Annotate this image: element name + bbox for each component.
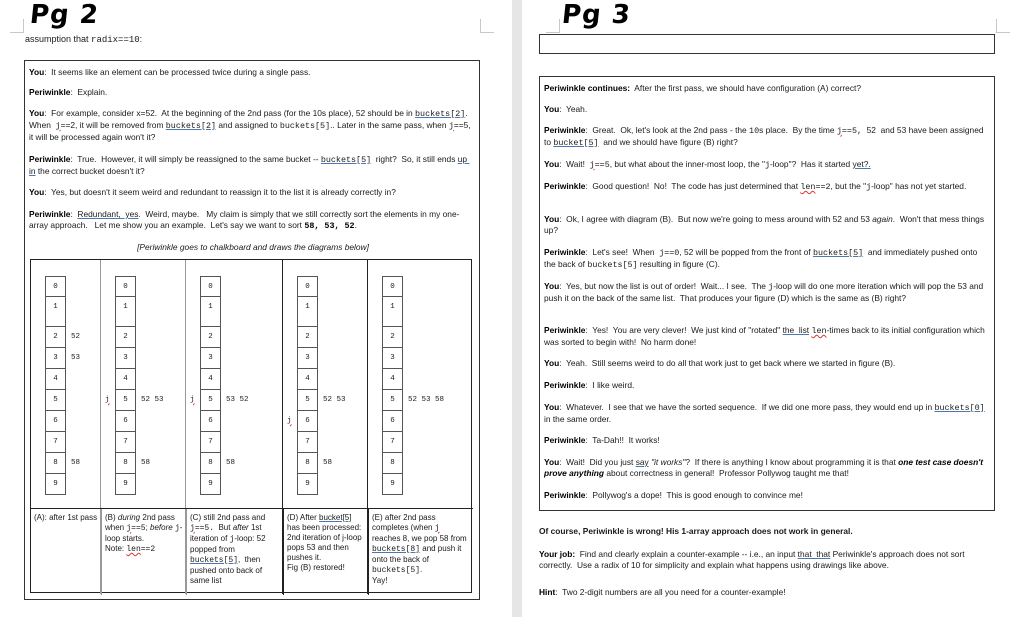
bucket-cell: 1 — [382, 297, 403, 327]
caption-d: (D) After bucket[5] has been processed: 2nd iteration of j-loop pops 53 and then pushes it. Fig (B) restored! — [283, 509, 368, 595]
bucket-array — [287, 276, 346, 495]
dialog-line: Periwinkle: Pollywog's a dope! This is good enough to convince me! — [544, 490, 803, 500]
bucket-cell: 1 — [200, 297, 221, 327]
bucket-cell: 6 — [45, 411, 66, 432]
bucket-cell: 5 52 53 — [297, 390, 318, 411]
dialog-line: Periwinkle: I like weird. — [544, 380, 635, 390]
bucket-cell: 9 — [382, 474, 403, 495]
lead-text: assumption that radix==10: — [25, 34, 143, 45]
bucket-diagrams-table — [30, 259, 472, 593]
bucket-cell: 7 — [45, 432, 66, 453]
dialog-line: You: Yes, but now the list is out of order! Wait... I see. The j-loop will do one more iteration which will pop the 53 and push it on the back of the same list. That produces your figure (D) which is the same as (B) right? — [544, 281, 984, 303]
bucket-cell: 7 — [297, 432, 318, 453]
bucket-cell: 8 58 — [45, 453, 66, 474]
dialog-line: You: Wait! j==5, but what about the inner-most loop, the "j-loop"? Has it started yet?. — [544, 159, 871, 170]
bucket-cell: 2 — [297, 327, 318, 348]
bucket-cell: 4 — [200, 369, 221, 390]
bucket-cell: 3 — [382, 348, 403, 369]
bucket-cell: 2 52 — [45, 327, 66, 348]
handwritten-page-label: Pg 3 — [560, 0, 633, 30]
dialog-line: Periwinkle: Good question! No! The code has just determined that len==2, but the "j-loop" has not yet started. — [544, 181, 967, 192]
bucket-cell: 1 — [115, 297, 136, 327]
bucket-cell: 8 — [382, 453, 403, 474]
bucket-cell: 8 58 — [297, 453, 318, 474]
bucket-cell: 7 — [382, 432, 403, 453]
stage-direction: [Periwinkle goes to chalkboard and draws the diagrams below] — [137, 242, 369, 252]
bucket-cell: 6 — [115, 411, 136, 432]
dialog-line: You: It seems like an element can be processed twice during a single pass. — [29, 67, 311, 77]
bucket-cell: 3 53 — [45, 348, 66, 369]
page-corner-mark — [10, 19, 24, 33]
bucket-cell: j 5 52 53 — [115, 390, 136, 411]
dialog-line: You: Whatever. I see that we have the sorted sequence. If we did one more pass, they would end up in buckets[0] in the same order. — [544, 402, 985, 424]
j-pointer-marker: j — [287, 417, 292, 425]
bucket-cell: 1 — [297, 297, 318, 327]
caption-a: (A): after 1st pass — [34, 513, 98, 522]
bucket-cell: 6 — [200, 411, 221, 432]
bucket-cell: 0 — [297, 276, 318, 297]
bucket-cell: 2 — [115, 327, 136, 348]
bucket-cell: j 5 53 52 — [200, 390, 221, 411]
dialog-line: You: Ok, I agree with diagram (B). But now we're going to mess around with 52 and 53 again. Won't that mess things up? — [544, 214, 985, 235]
bucket-cell: 3 — [115, 348, 136, 369]
bucket-array — [190, 276, 249, 495]
bucket-cell: 0 — [200, 276, 221, 297]
dialog-line: You: Yes, but doesn't it seem weird and redundant to reassign it to the list it is already correctly in? — [29, 187, 396, 197]
dialog-line: You: Yeah. Still seems weird to do all that work just to get back where we started in figure (B). — [544, 358, 896, 368]
bucket-cell: 4 — [297, 369, 318, 390]
j-pointer-marker: j — [105, 396, 110, 404]
dialog-line: Periwinkle: Redundant, yes. Weird, maybe. My claim is simply that we still correctly sort the elements in my one-array approach. Let me show you an example. Let's say we want to sort 58, 53, 52. — [29, 209, 460, 231]
dialog-line: Periwinkle: True. However, it will simply be reassigned to the same bucket -- buckets[5] right? So, it still ends up in the correct bucket doesn't it? — [29, 154, 470, 176]
page-corner-mark — [996, 19, 1010, 33]
bucket-cell: 7 — [200, 432, 221, 453]
bucket-cell: 4 — [45, 369, 66, 390]
bucket-cell: 0 — [382, 276, 403, 297]
bucket-cell: 6 — [382, 411, 403, 432]
caption-e: (E) after 2nd pass completes (when j reaches 8, we pop 58 from buckets[8] and push it onto the back of buckets[5]. Yay! — [368, 509, 473, 595]
bucket-cell: 5 52 53 58 — [382, 390, 403, 411]
page-gutter — [512, 0, 522, 617]
diagram-captions-row — [31, 508, 473, 594]
bucket-cell: 9 — [200, 474, 221, 495]
empty-bordered-box — [539, 34, 995, 54]
dialog-line: Periwinkle: Yes! You are very clever! We just kind of "rotated" the list len-times back to its initial configuration which was sorted to begin with! No harm done! — [544, 325, 985, 347]
caption-b: (B) during 2nd pass when j==5; before j-loop starts. Note: len==2 — [101, 509, 186, 595]
bucket-cell: 4 — [382, 369, 403, 390]
dialog-line: Periwinkle continues: After the first pass, we should have configuration (A) correct? — [544, 83, 861, 93]
bucket-cell: 7 — [115, 432, 136, 453]
dialog-line: Periwinkle: Ta-Dah!! It works! — [544, 435, 660, 445]
document-page-3 — [522, 0, 1024, 617]
dialog-line: You: Yeah. — [544, 104, 588, 114]
bucket-cell: j 6 — [297, 411, 318, 432]
bucket-cell: 3 — [297, 348, 318, 369]
handwritten-page-label: Pg 2 — [28, 0, 101, 30]
task-paragraph: Your job: Find and clearly explain a counter-example -- i.e., an input that that Periwinkle's approach does not sort correctly. Use a radix of 10 for simplicity and explain what happens using drawings like above. — [539, 549, 965, 570]
bucket-cell: 2 — [382, 327, 403, 348]
bucket-cell: 8 58 — [200, 453, 221, 474]
bucket-cell: 4 — [115, 369, 136, 390]
bucket-cell: 9 — [45, 474, 66, 495]
bucket-cell: 0 — [45, 276, 66, 297]
bucket-cell: 3 — [200, 348, 221, 369]
conclusion-text: Of course, Periwinkle is wrong! His 1-array approach does not work in general. — [539, 526, 853, 536]
dialog-box — [24, 60, 480, 600]
bucket-cell: 0 — [115, 276, 136, 297]
bucket-array — [45, 276, 81, 495]
page-corner-mark — [480, 19, 494, 33]
dialog-line: Periwinkle: Explain. — [29, 87, 108, 97]
bucket-cell: 9 — [115, 474, 136, 495]
bucket-cell: 9 — [297, 474, 318, 495]
dialog-line: You: For example, consider x=52. At the beginning of the 2nd pass (for the 10s place), 52 should be in buckets[2]. When j==2, it will be removed from buckets[2] and assigned to buckets[5].. Later in the same pass, when j==5, it will be processed again won't it? — [29, 108, 471, 142]
bucket-array — [382, 276, 445, 495]
bucket-array — [105, 276, 164, 495]
bucket-cell: 8 58 — [115, 453, 136, 474]
dialog-line: Periwinkle: Great. Ok, let's look at the 2nd pass - the 10s place. By the time j==5, 52 and 53 have been assigned to bucket[5] and we should have figure (B) right? — [544, 125, 984, 148]
j-pointer-marker: j — [190, 396, 195, 404]
bucket-cell: 2 — [200, 327, 221, 348]
dialog-box — [539, 76, 995, 511]
dialog-line: Periwinkle: Let's see! When j==0, 52 will be popped from the front of buckets[5] and immediately pushed onto the back of buckets[5] resulting in figure (C). — [544, 247, 978, 270]
dialog-line: You: Wait! Did you just say "it works"? If there is anything I know about programming it is that one test case doesn't prove anything about correctness in general! Professor Pollywog taught me that! — [544, 457, 983, 478]
hint-paragraph: Hint: Two 2-digit numbers are all you need for a counter-example! — [539, 587, 786, 597]
caption-c: (C) still 2nd pass and j==5. But after 1st iteration of j-loop: 52 popped from buckets[5], then pushed onto back of same list — [186, 509, 283, 595]
bucket-cell: 1 — [45, 297, 66, 327]
bucket-cell: 5 — [45, 390, 66, 411]
page-corner-mark — [546, 19, 560, 33]
